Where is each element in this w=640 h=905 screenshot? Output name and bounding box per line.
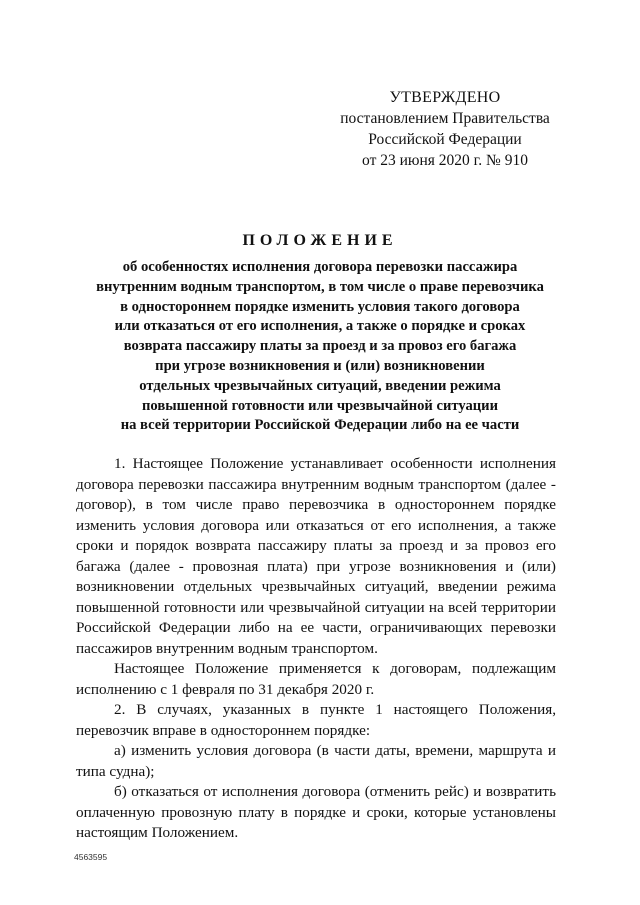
approval-line-1: постановлением Правительства xyxy=(340,110,550,127)
subtitle-line: при угрозе возникновения и (или) возникновении xyxy=(155,357,485,374)
subtitle-line: на всей территории Российской Федерации либо на ее части xyxy=(120,417,520,434)
subtitle-line: или отказаться от его исполнения, а также о порядке и сроках xyxy=(114,318,526,335)
approval-stamp xyxy=(330,87,560,171)
document-subtitle xyxy=(60,258,580,436)
approval-line-2: Российской Федерации xyxy=(368,131,522,148)
paragraph-1: 1. Настоящее Положение устанавливает особенности исполнения договора перевозки пассажира внутренним водным транспортом (далее - договор), в том числе право перевозчика в одностороннем порядке изменить условия договора или отказаться от его исполнения, а также сроки и порядок возврата пассажиру платы за проезд и за провоз его багажа (далее - провозная плата) при угрозе возникновения и (или) возникновении отдельных чрезвычайных ситуаций, введении режима повышенной готовности или чрезвычайной ситуации на всей территории Российской Федерации либо на ее части, ограничивающих перевозки пассажиров внутренним водным транспортом. xyxy=(76,455,556,657)
paragraph-4: а) изменить условия договора (в части даты, времени, маршрута и типа судна); xyxy=(76,742,556,780)
subtitle-line: внутренним водным транспортом, в том числе о праве перевозчика xyxy=(96,278,544,295)
subtitle-line: об особенностях исполнения договора перевозки пассажира xyxy=(122,259,518,275)
footer-document-code: 4563595 xyxy=(74,852,108,862)
paragraph-3: 2. В случаях, указанных в пункте 1 настоящего Положения, перевозчик вправе в одностороннем порядке: xyxy=(76,701,556,739)
paragraph-2: Настоящее Положение применяется к договорам, подлежащим исполнению с 1 февраля по 31 декабря 2020 г. xyxy=(76,660,556,698)
subtitle-line: отдельных чрезвычайных ситуаций, введении режима xyxy=(139,377,501,394)
subtitle-line: возврата пассажиру платы за проезд и за провоз его багажа xyxy=(123,338,517,355)
subtitle-line: повышенной готовности или чрезвычайной ситуации xyxy=(142,397,498,414)
document-body xyxy=(76,454,556,844)
paragraph-5: б) отказаться от исполнения договора (отменить рейс) и возвратить оплаченную провозную плату в порядке и сроки, которые установлены настоящим Положением. xyxy=(76,783,556,841)
document-title: ПОЛОЖЕНИЕ xyxy=(242,232,398,249)
subtitle-line: в одностороннем порядке изменить условия такого договора xyxy=(120,298,520,315)
approval-heading: УТВЕРЖДЕНО xyxy=(389,89,501,106)
approval-line-3: от 23 июня 2020 г. № 910 xyxy=(362,152,528,169)
